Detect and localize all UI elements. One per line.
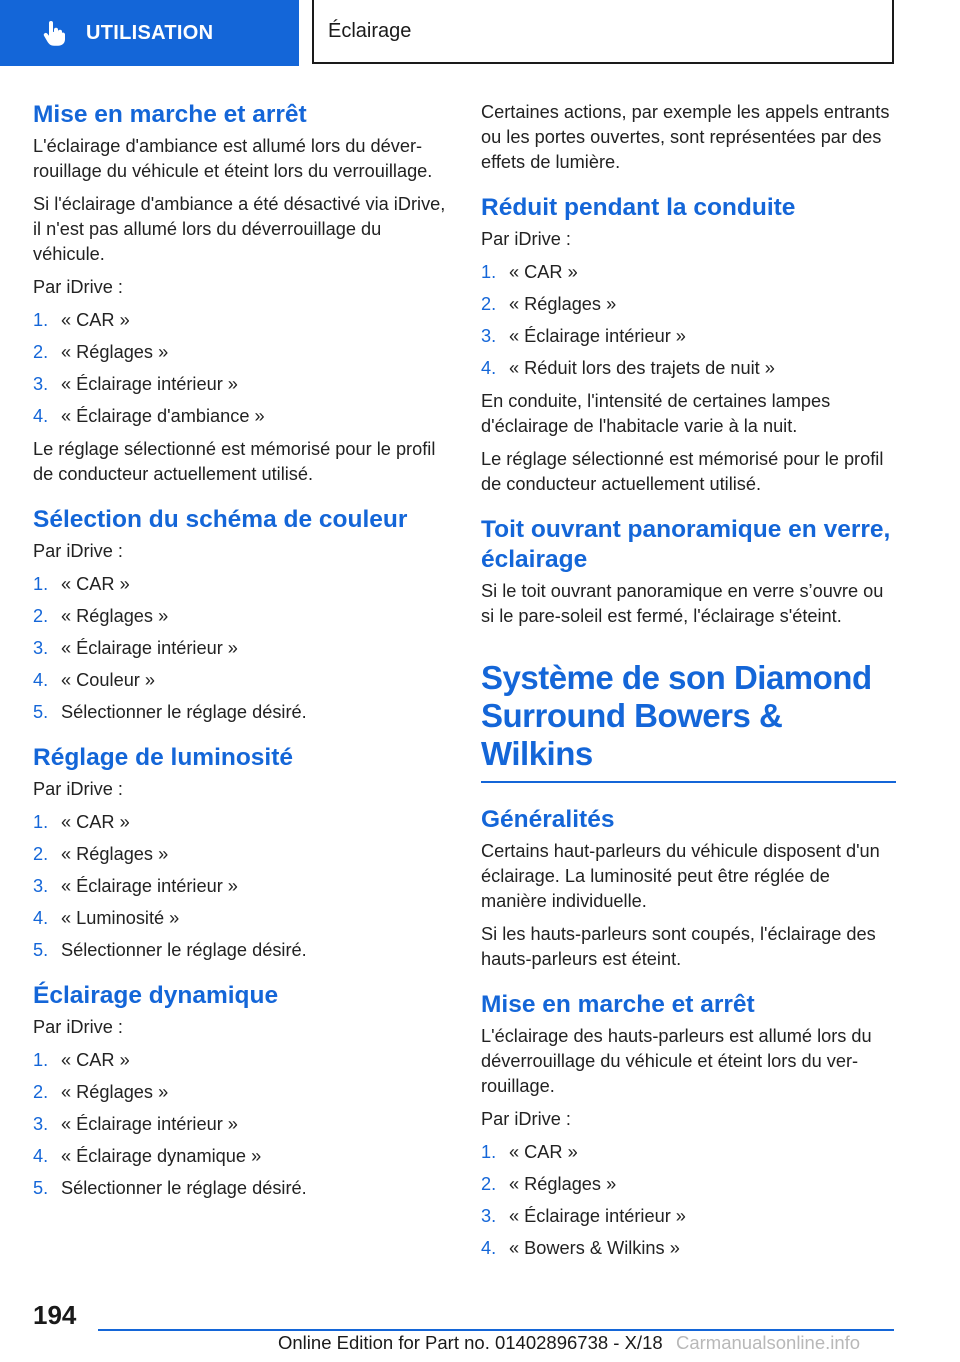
list-item [33,1048,451,1073]
list-item-text: « Réglages » [61,1082,169,1102]
paragraph: Si les hauts-parleurs sont coupés, l'éclairage des hauts-parleurs est éteint. [481,924,876,969]
left-column [33,100,451,1209]
steps-list [33,308,451,429]
paragraph: Par iDrive : [33,779,123,799]
list-item-text: « Réglages » [509,294,617,314]
list-item-text: « CAR » [509,1142,578,1162]
list-number: 2. [33,844,49,864]
list-number: 2. [33,1082,49,1102]
list-number: 1. [33,812,49,832]
list-number: 5. [33,702,49,722]
paragraph: L'éclairage des hauts-parleurs est allumé lors du déverrouillage du véhicule et éteint lors du verrouillage. [481,1026,872,1096]
list-item-text: « Réglages » [61,844,169,864]
list-item [481,356,896,381]
list-item [33,1112,451,1137]
page-number: 194 [33,1300,77,1330]
paragraph: Si l'éclairage d'ambiance a été désactivé via iDrive, il n'est pas allumé lors du déverrouillage du véhicule. [33,194,446,264]
list-number: 5. [33,940,49,960]
list-item [33,1144,451,1169]
paragraph: Certaines actions, par exemple les appels entrants ou les portes ouvertes, sont représentées par des effets de lumière. [481,102,890,172]
list-item [481,292,896,317]
list-item [33,874,451,899]
steps-list [481,1140,896,1261]
list-item-text: « CAR » [61,812,130,832]
heading-reduit-conduite: Réduit pendant la conduite [481,194,796,221]
list-item-text: « CAR » [61,310,130,330]
right-column [481,100,896,1269]
paragraph: Par iDrive : [481,1109,571,1129]
list-item [33,604,451,629]
list-item-text: Sélectionner le réglage désiré. [61,702,307,722]
paragraph: Si le toit ouvrant panoramique en verre s’ouvre ou si le pare-soleil est fermé, l'éclairage s'éteint. [481,581,884,626]
list-number: 4. [481,358,497,378]
chapter-title-text: Éclairage [328,19,412,42]
section-tab [0,0,299,66]
list-item [481,1236,896,1261]
watermark: Carmanualsonline.info [676,1332,861,1353]
list-item-text: « Éclairage intérieur » [61,374,238,394]
list-item-text: « Éclairage intérieur » [61,1114,238,1134]
list-item [481,1140,896,1165]
heading-rule [481,781,896,783]
list-item [481,1172,896,1197]
heading-schema-couleur: Sélection du schéma de couleur [33,506,408,533]
paragraph: Certains haut-parleurs du véhicule disposent d'un éclairage. La luminosité peut être réglée de manière individuelle. [481,841,880,911]
list-item [481,324,896,349]
heading-generalites: Généralités [481,806,615,833]
heading-eclairage-dynamique: Éclairage dynamique [33,982,279,1009]
list-number: 2. [481,294,497,314]
steps-list [481,260,896,381]
list-item-text: « Éclairage intérieur » [509,1206,686,1226]
list-item-text: « Réglages » [509,1174,617,1194]
section-tab-label: UTILISATION [86,21,214,44]
paragraph: Par iDrive : [33,1017,123,1037]
list-item [33,572,451,597]
list-item-text: « Réglages » [61,342,169,362]
list-item [33,404,451,429]
list-item [33,810,451,835]
list-item-text: « Réglages » [61,606,169,626]
paragraph: Le réglage sélectionné est mémorisé pour le profil de conducteur actuellement utilisé. [33,439,436,484]
list-number: 4. [33,1146,49,1166]
list-number: 3. [33,1114,49,1134]
hand-pointer-icon [40,19,68,47]
list-item-text: « CAR » [61,1050,130,1070]
list-item [33,700,451,725]
list-item [33,1080,451,1105]
list-number: 4. [33,670,49,690]
main-heading-systeme-son: Système de son Diamond Surround Bowers & Wilkins [481,659,872,772]
list-number: 1. [481,1142,497,1162]
list-item [481,1204,896,1229]
list-number: 4. [33,406,49,426]
paragraph: En conduite, l'intensité de certaines lampes d'éclairage de l'habitacle varie à la nuit. [481,391,831,436]
footer-rule [98,1329,894,1331]
footer-edition: Online Edition for Part no. 01402896738 - X/18 [278,1332,663,1353]
heading-toit-ouvrant: Toit ouvrant panoramique en verre, éclairage [481,516,891,573]
list-item [33,668,451,693]
list-number: 4. [33,908,49,928]
list-item-text: « CAR » [61,574,130,594]
list-item [33,636,451,661]
list-number: 1. [33,310,49,330]
list-item-text: « Éclairage intérieur » [61,876,238,896]
paragraph: L'éclairage d'ambiance est allumé lors du déverrouillage du véhicule et éteint lors du verrouillage. [33,136,433,181]
steps-list [33,810,451,963]
paragraph: Par iDrive : [33,277,123,297]
list-item-text: Sélectionner le réglage désiré. [61,940,307,960]
list-item-text: Sélectionner le réglage désiré. [61,1178,307,1198]
list-number: 5. [33,1178,49,1198]
paragraph: Le réglage sélectionné est mémorisé pour le profil de conducteur actuellement utilisé. [481,449,884,494]
heading-luminosite: Réglage de luminosité [33,744,294,771]
list-number: 3. [33,638,49,658]
list-number: 2. [481,1174,497,1194]
list-item-text: « CAR » [509,262,578,282]
list-number: 1. [33,1050,49,1070]
list-item [33,308,451,333]
list-item-text: « Éclairage intérieur » [509,326,686,346]
list-number: 2. [33,342,49,362]
list-item-text: « Éclairage intérieur » [61,638,238,658]
list-item-text: « Éclairage d'ambiance » [61,406,265,426]
list-item [33,372,451,397]
list-item [33,1176,451,1201]
list-number: 3. [33,876,49,896]
list-item-text: « Bowers & Wilkins » [509,1238,680,1258]
list-number: 3. [481,1206,497,1226]
list-item [481,260,896,285]
list-item-text: « Éclairage dynamique » [61,1146,262,1166]
list-item [33,842,451,867]
paragraph: Par iDrive : [481,229,571,249]
steps-list [33,1048,451,1201]
list-number: 1. [33,574,49,594]
list-item [33,340,451,365]
heading-mise-en-marche: Mise en marche et arrêt [33,101,307,128]
list-item-text: « Réduit lors des trajets de nuit » [509,358,775,378]
list-item-text: « Couleur » [61,670,156,690]
list-item [33,906,451,931]
paragraph: Par iDrive : [33,541,123,561]
steps-list [33,572,451,725]
list-number: 1. [481,262,497,282]
list-number: 3. [481,326,497,346]
list-number: 3. [33,374,49,394]
list-item [33,938,451,963]
heading-mise-en-marche-hp: Mise en marche et arrêt [481,991,755,1018]
list-number: 2. [33,606,49,626]
chapter-title [312,0,894,64]
list-number: 4. [481,1238,497,1258]
list-item-text: « Luminosité » [61,908,180,928]
